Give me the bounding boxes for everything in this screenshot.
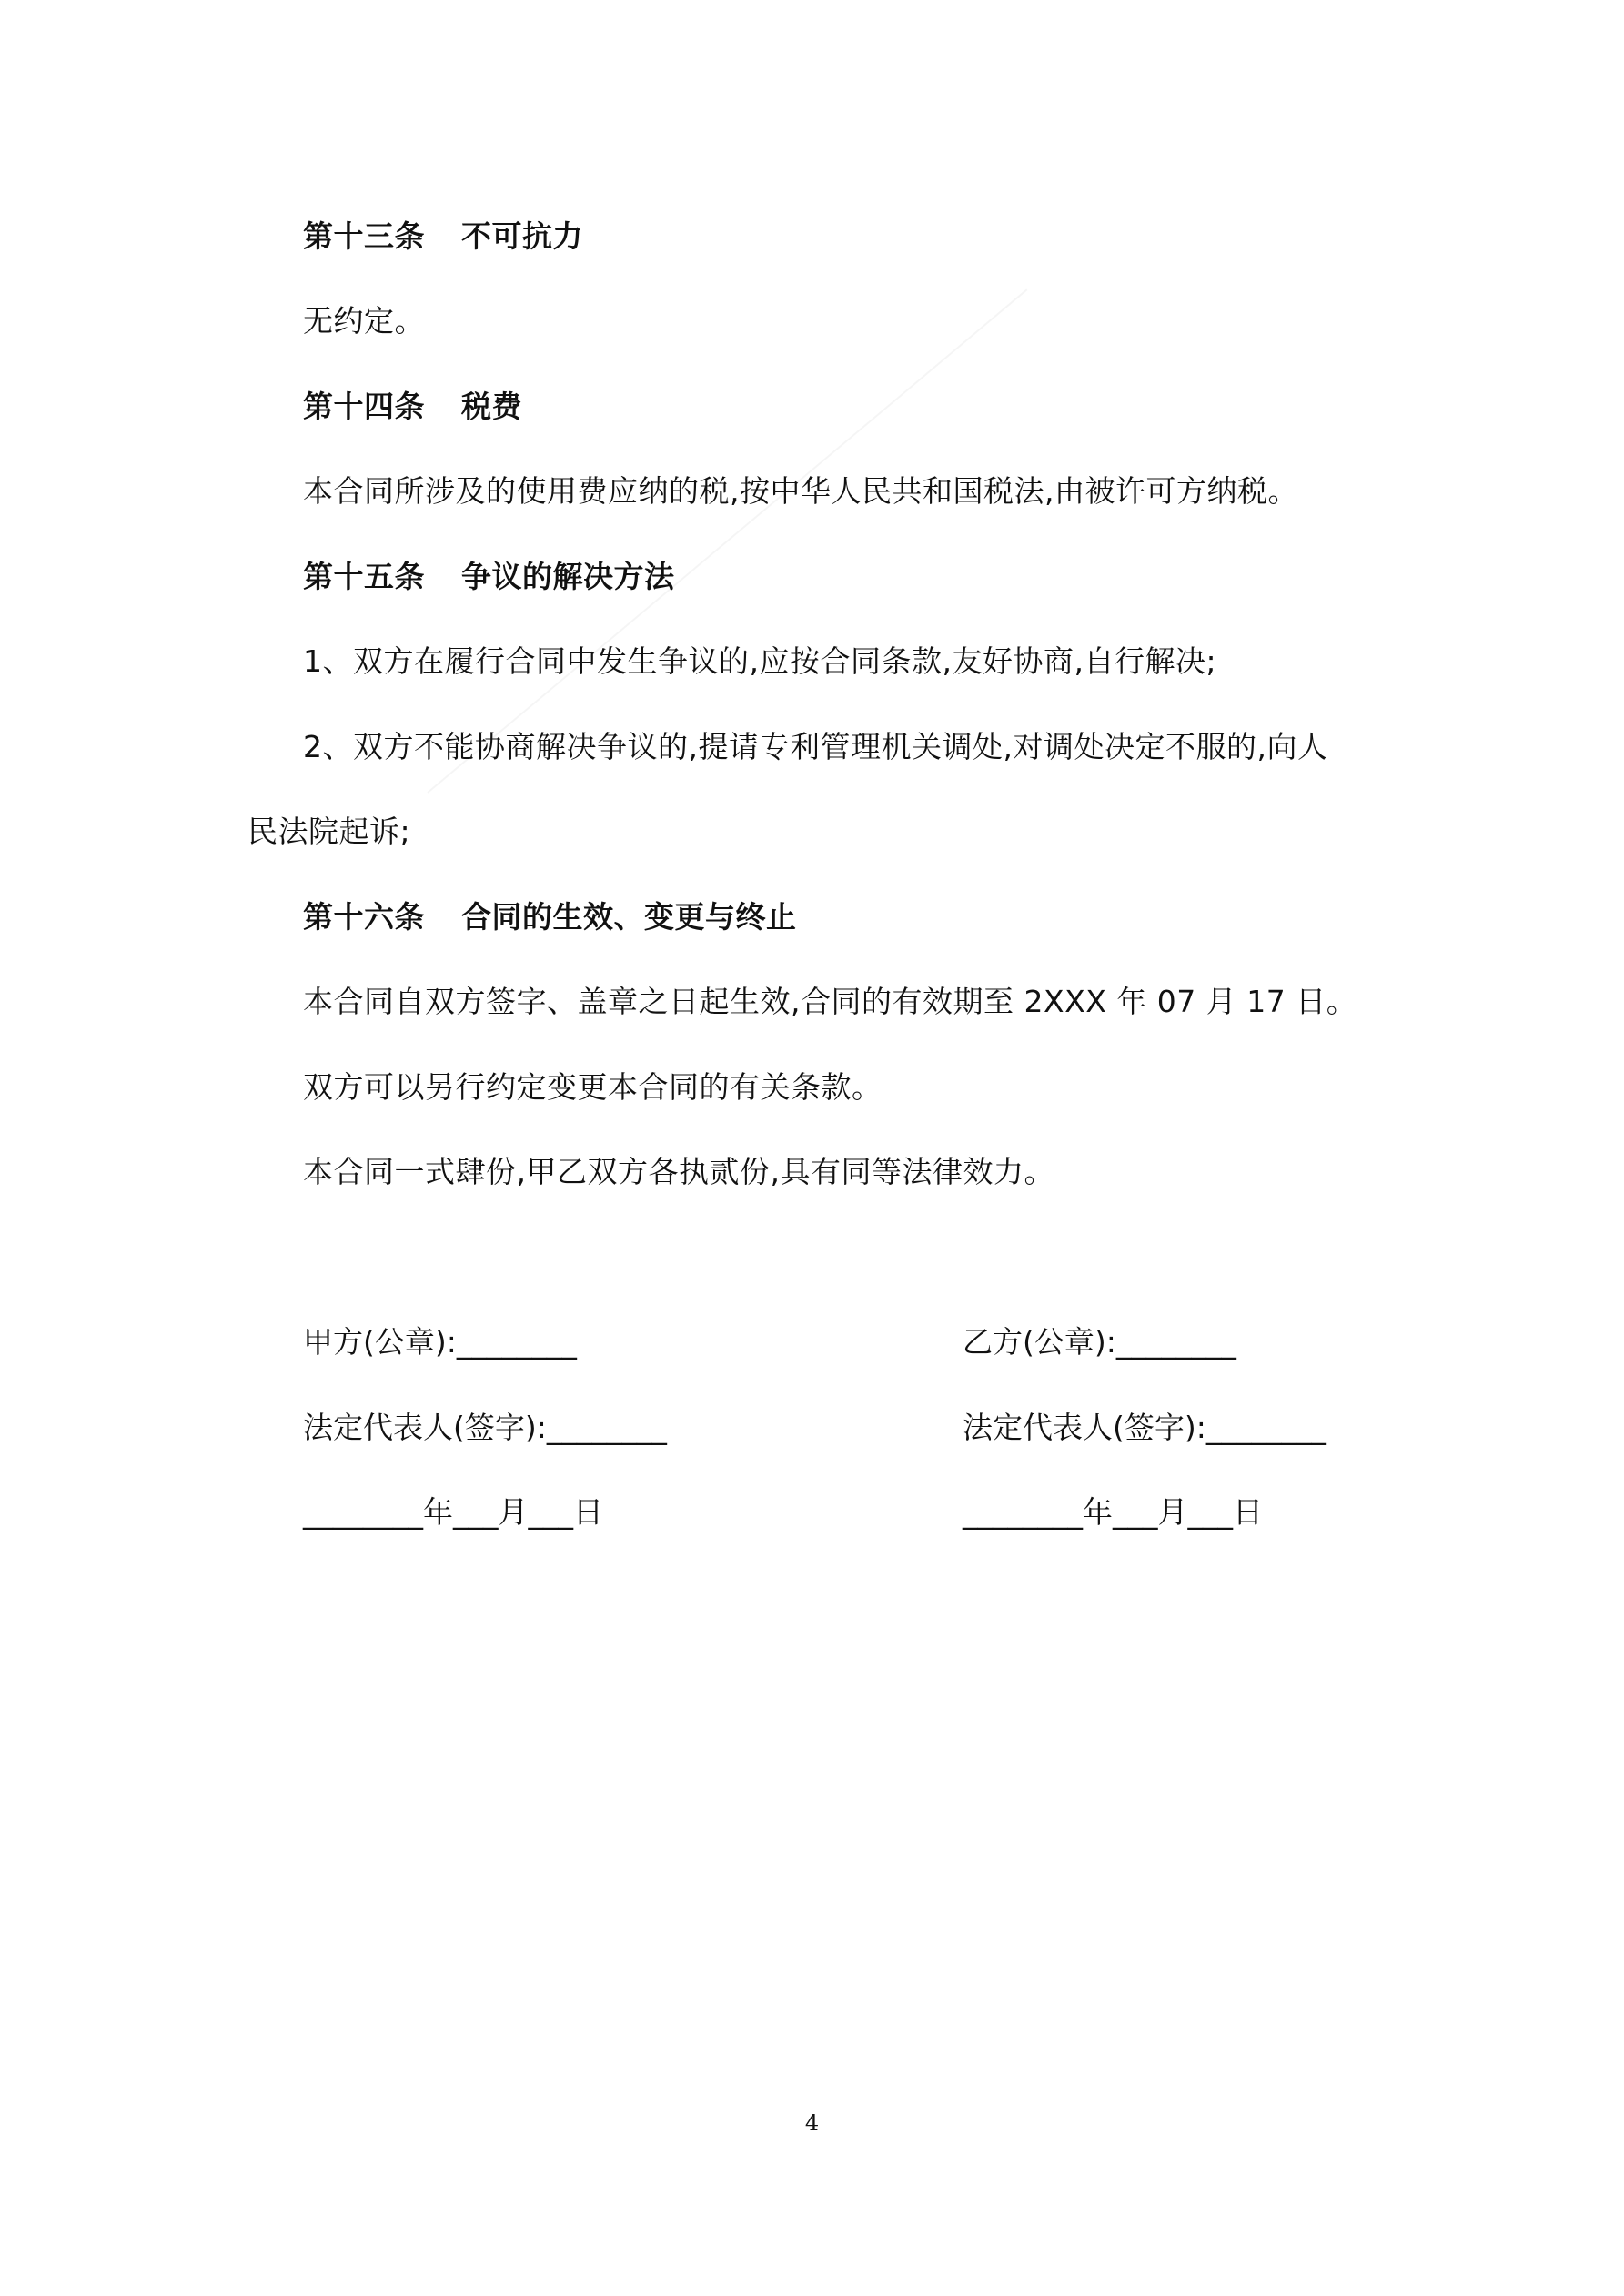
party-b-representative: 法定代表人(签字):________: [963, 1410, 1326, 1445]
party-a-seal: 甲方(公章):________: [303, 1324, 577, 1360]
watermark-line: [427, 288, 1027, 793]
article-16-heading: [303, 897, 797, 937]
party-a-representative: 法定代表人(签字):________: [303, 1410, 667, 1445]
article-13-body: 无约定。: [303, 303, 425, 339]
article-16-title: 合同的生效、变更与终止: [461, 899, 797, 935]
party-b-seal: 乙方(公章):________: [963, 1324, 1236, 1360]
article-15-item-2-line-1: 2、双方不能协商解决争议的,提请专利管理机关调处,对调处决定不服的,向人: [303, 729, 1328, 764]
article-15-heading: [303, 557, 675, 597]
article-16-body-1: 本合同自双方签字、盖章之日起生效,合同的有效期至 2XXX 年 07 月 17 日。: [303, 984, 1357, 1019]
article-14-title: 税费: [461, 389, 522, 424]
page-number: 4: [804, 2110, 820, 2136]
article-13-title: 不可抗力: [461, 218, 583, 254]
party-b-date: ________年___月___日: [963, 1494, 1263, 1530]
article-14-number: 第十四条: [303, 389, 425, 424]
article-15-number: 第十五条: [303, 559, 425, 594]
article-16-number: 第十六条: [303, 899, 425, 935]
article-13-heading: [303, 217, 583, 257]
article-15-item-1: 1、双方在履行合同中发生争议的,应按合同条款,友好协商,自行解决;: [303, 643, 1217, 679]
party-a-date: ________年___月___日: [303, 1494, 603, 1530]
article-13-number: 第十三条: [303, 218, 425, 254]
article-16-body-3: 本合同一式肆份,甲乙双方各执贰份,具有同等法律效力。: [303, 1154, 1054, 1189]
article-14-heading: [303, 387, 522, 427]
article-14-body: 本合同所涉及的使用费应纳的税,按中华人民共和国税法,由被许可方纳税。: [303, 473, 1298, 509]
article-16-body-2: 双方可以另行约定变更本合同的有关条款。: [303, 1069, 883, 1105]
article-15-item-2-line-2: 民法院起诉;: [247, 814, 411, 849]
article-15-title: 争议的解决方法: [461, 559, 675, 594]
